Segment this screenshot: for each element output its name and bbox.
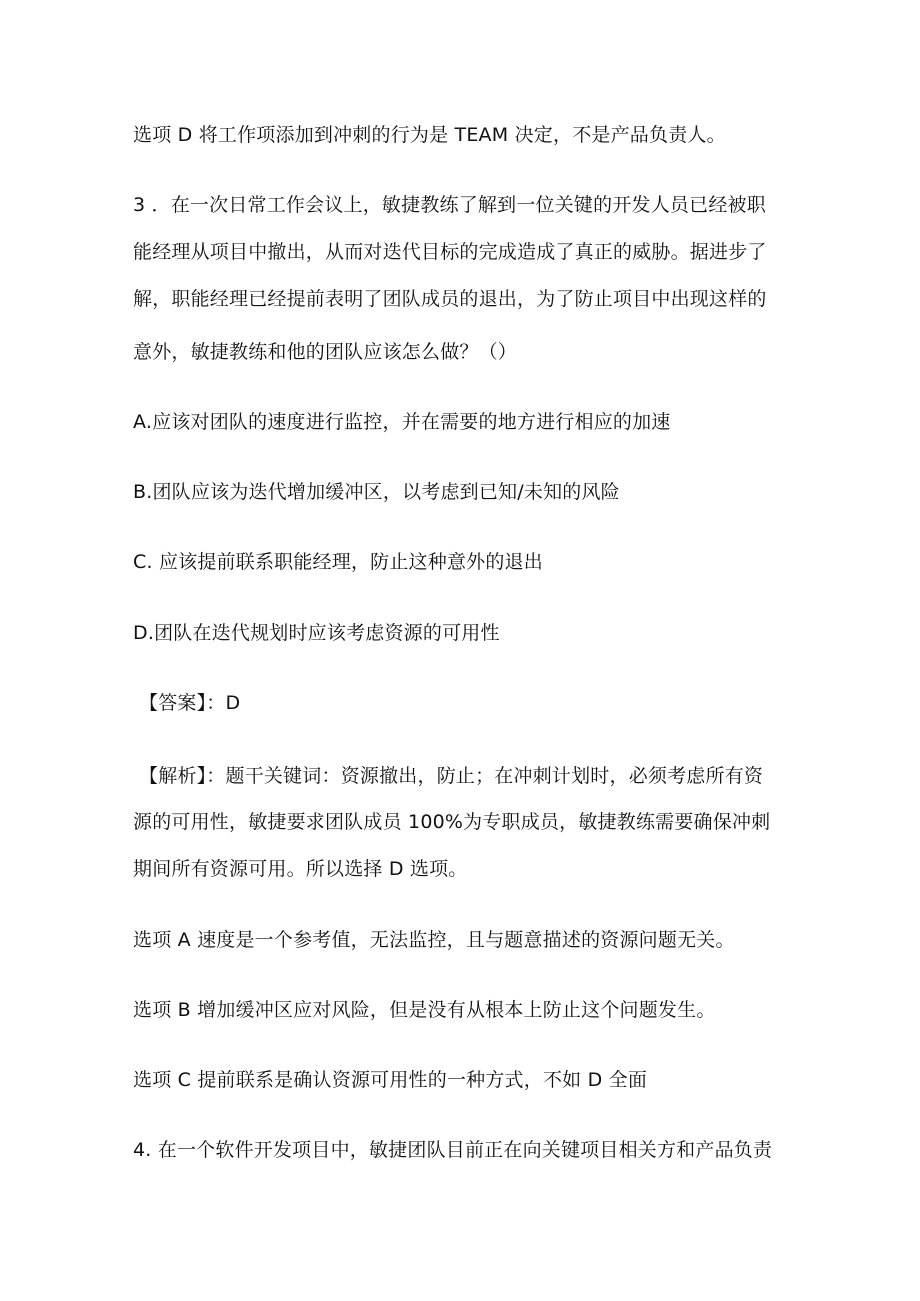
option-c-note: 选项 C 提前联系是确认资源可用性的一种方式，不如 D 全面 xyxy=(133,1069,648,1091)
previous-option-note: 选项 D 将工作项添加到冲刺的行为是 TEAM 决定，不是产品负责人。 xyxy=(133,124,726,146)
analysis-line-1: 【解析】：题干关键词：资源撤出，防止；在冲刺计划时，必须考虑所有资 xyxy=(139,765,764,787)
question-3-line-1: 3 ．在一次日常工作会议上，敏捷教练了解到一位关键的开发人员已经被职 xyxy=(133,194,766,216)
option-a-note: 选项 A 速度是一个参考值，无法监控，且与题意描述的资源问题无关。 xyxy=(133,929,735,951)
question-3-line-4: 意外，敏捷教练和他的团队应该怎么做？（） xyxy=(133,341,518,363)
option-d: D.团队在迭代规划时应该考虑资源的可用性 xyxy=(133,622,500,644)
question-3-line-2: 能经理从项目中撤出，从而对迭代目标的完成造成了真正的威胁。据进步了 xyxy=(133,241,767,263)
question-4-line-1: 4. 在一个软件开发项目中，敏捷团队目前正在向关键项目相关方和产品负责 xyxy=(133,1139,773,1161)
option-c: C. 应该提前联系职能经理，防止这种意外的退出 xyxy=(133,551,543,573)
analysis-line-3: 期间所有资源可用。所以选择 D 选项。 xyxy=(133,858,468,880)
option-b-note: 选项 B 增加缓冲区应对风险，但是没有从根本上防止这个问题发生。 xyxy=(133,999,716,1021)
option-a: A.应该对团队的速度进行监控，并在需要的地方进行相应的加速 xyxy=(133,411,671,433)
question-3-line-3: 解，职能经理已经提前表明了团队成员的退出，为了防止项目中出现这样的 xyxy=(133,288,767,310)
analysis-line-2: 源的可用性，敏捷要求团队成员 100%为专职成员，敏捷教练需要确保冲刺 xyxy=(133,811,771,833)
answer-label: 【答案】：D xyxy=(139,692,241,714)
option-b: B.团队应该为迭代增加缓冲区，以考虑到已知/未知的风险 xyxy=(133,481,620,503)
